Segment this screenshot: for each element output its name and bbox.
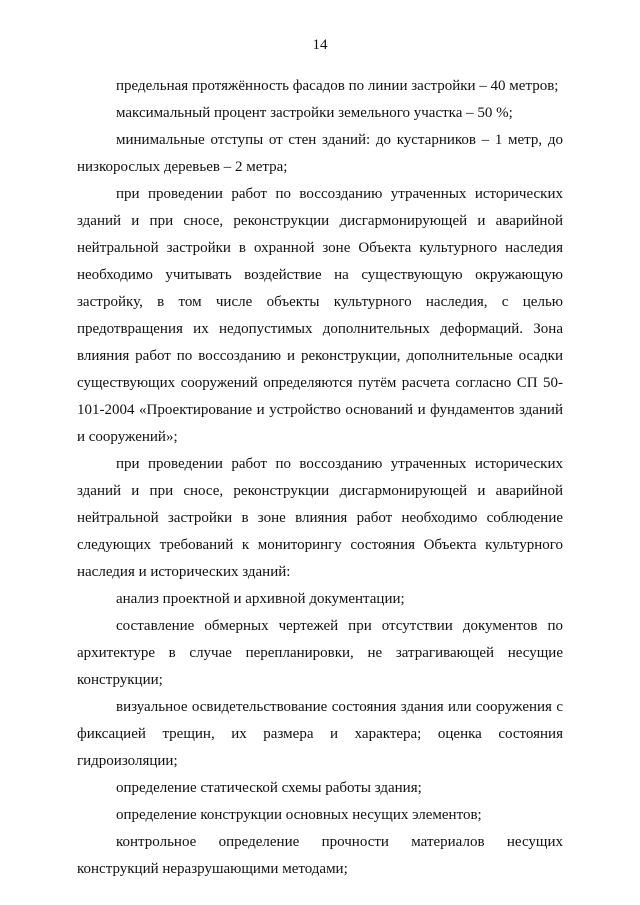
paragraph-protection-zone-works: при проведении работ по воссозданию утраченных исторических зданий и при сносе, реконструкции дисгармонирующей и аварийной нейтральной застройки в охранной зоне Объекта культурного наследия необходимо учитывать воздействие на существующую окружающую застройку, в том числе объекты культурного наследия, с целью предотвращения их недопустимых дополнительных деформаций. Зона влияния работ по воссозданию и реконструкции, дополнительные осадки существующих сооружений определяются путём расчета согласно СП 50-101-2004 «Проектирование и устройство оснований и фундаментов зданий и сооружений»; <box>77 186 563 445</box>
paragraph-documentation-analysis: анализ проектной и архивной документации; <box>116 591 405 607</box>
paragraph-static-scheme: определение статической схемы работы здания; <box>116 780 422 796</box>
page-number: 14 <box>312 37 328 53</box>
paragraph-measured-drawings: составление обмерных чертежей при отсутствии документов по архитектуре в случае перепланировки, не затрагивающей несущие конструкции; <box>77 618 563 688</box>
paragraph-min-setbacks: минимальные отступы от стен зданий: до кустарников – 1 метр, до низкорослых деревьев – 2 метра; <box>77 132 563 175</box>
paragraph-strength-testing: контрольное определение прочности материалов несущих конструкций неразрушающими методами; <box>77 834 563 877</box>
paragraph-load-bearing-elements: определение конструкции основных несущих элементов; <box>116 807 482 823</box>
paragraph-facade-length: предельная протяжённость фасадов по линии застройки – 40 метров; <box>116 78 559 94</box>
paragraph-influence-zone-monitoring: при проведении работ по воссозданию утраченных исторических зданий и при сносе, реконструкции дисгармонирующей и аварийной нейтральной застройки в зоне влияния работ необходимо соблюдение следующих требований к мониторингу состояния Объекта культурного наследия и исторических зданий: <box>77 456 563 580</box>
paragraph-max-building-percent: максимальный процент застройки земельного участка – 50 %; <box>116 105 513 121</box>
paragraph-visual-inspection: визуальное освидетельствование состояния здания или сооружения с фиксацией трещин, их размера и характера; оценка состояния гидроизоляции; <box>77 699 563 769</box>
document-body <box>77 73 563 883</box>
